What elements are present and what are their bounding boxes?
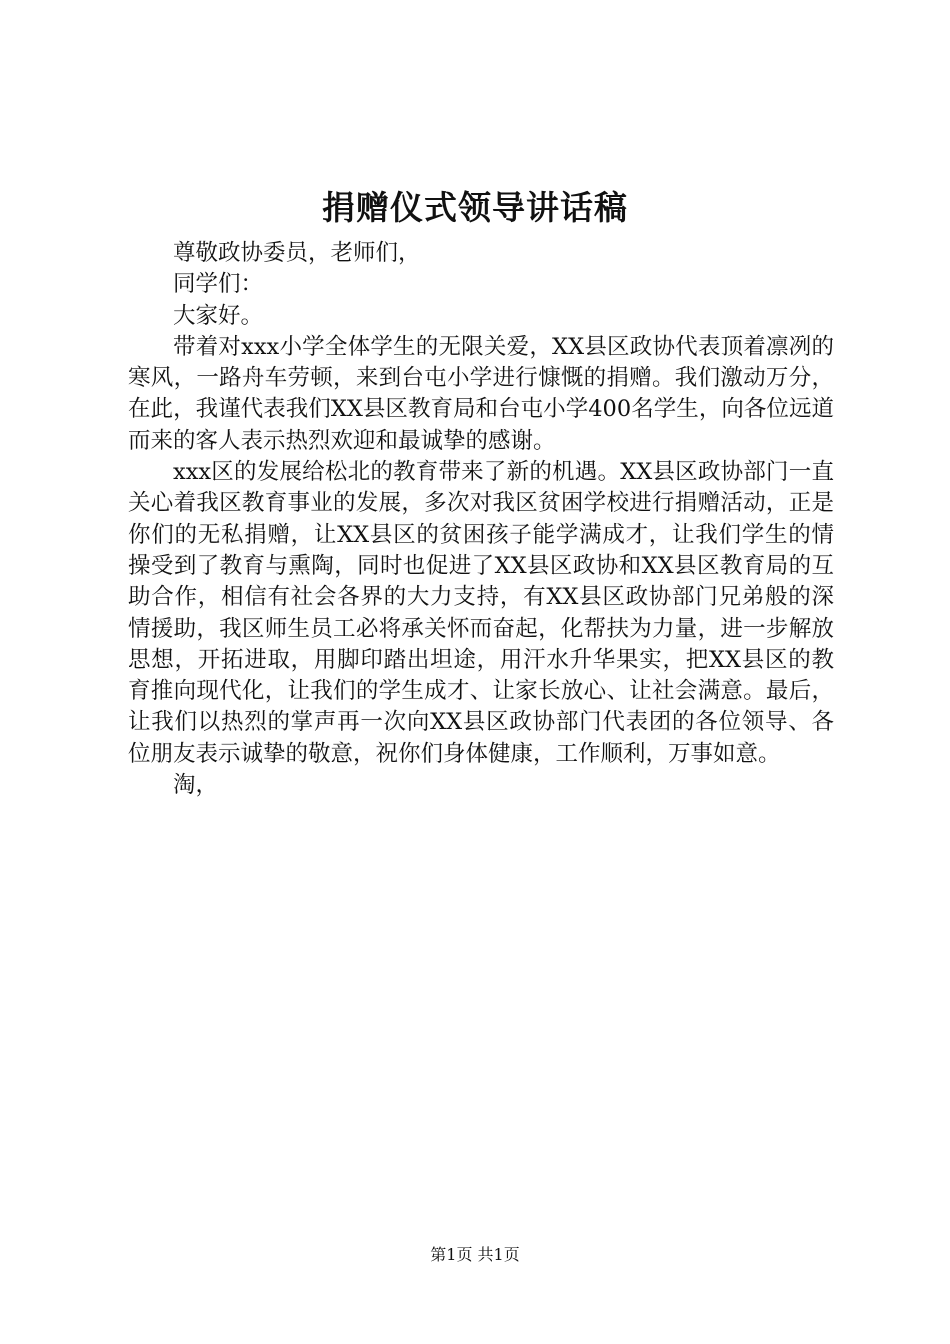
salutation-line-2: 同学们： [173, 271, 264, 298]
page-footer: 第1页 共1页 [430, 1245, 520, 1264]
body-paragraph-2: xxx区的发展给松北的教育带来了新的机遇。XX县区政协部门一直关心着我区教育事业的发展，多次对我区贫困学校进行捐赠活动，正是你们的无私捐赠，让XX县区的贫困孩子能学满成才，让我们学生的情操受到了教育与熏陶，同时也促进了XX县区政协和XX县区教育局的互助合作，相信有社会各界的大力支持，有XX县区政协部门兄弟般的深情援助，我区师生员工必将承关怀而奋起，化帮扶为力量，进一步解放思想，开拓进取，用脚印踏出坦途，用汗水升华果实，把XX县区的教育推向现代化，让我们的学生成才、让家长放心、让社会满意。最后，让我们以热烈的掌声再一次向XX县区政协部门代表团的各位领导、各位朋友表示诚挚的敬意，祝你们身体健康，工作顺利，万事如意。 [128, 459, 834, 767]
salutation-line-1: 尊敬政协委员，老师们， [173, 240, 421, 266]
document-body [128, 238, 834, 801]
document-title: 捐赠仪式领导讲话稿 [322, 188, 628, 227]
closing-line: 淘， [173, 772, 219, 799]
greeting-line: 大家好。 [173, 302, 264, 329]
body-paragraph-1: 带着对xxx小学全体学生的无限关爱，XX县区政协代表顶着凛冽的寒风，一路舟车劳顿，来到台屯小学进行慷慨的捐赠。我们激动万分，在此，我谨代表我们XX县区教育局和台屯小学400名学生，向各位远道而来的客人表示热烈欢迎和最诚挚的感谢。 [128, 333, 834, 454]
